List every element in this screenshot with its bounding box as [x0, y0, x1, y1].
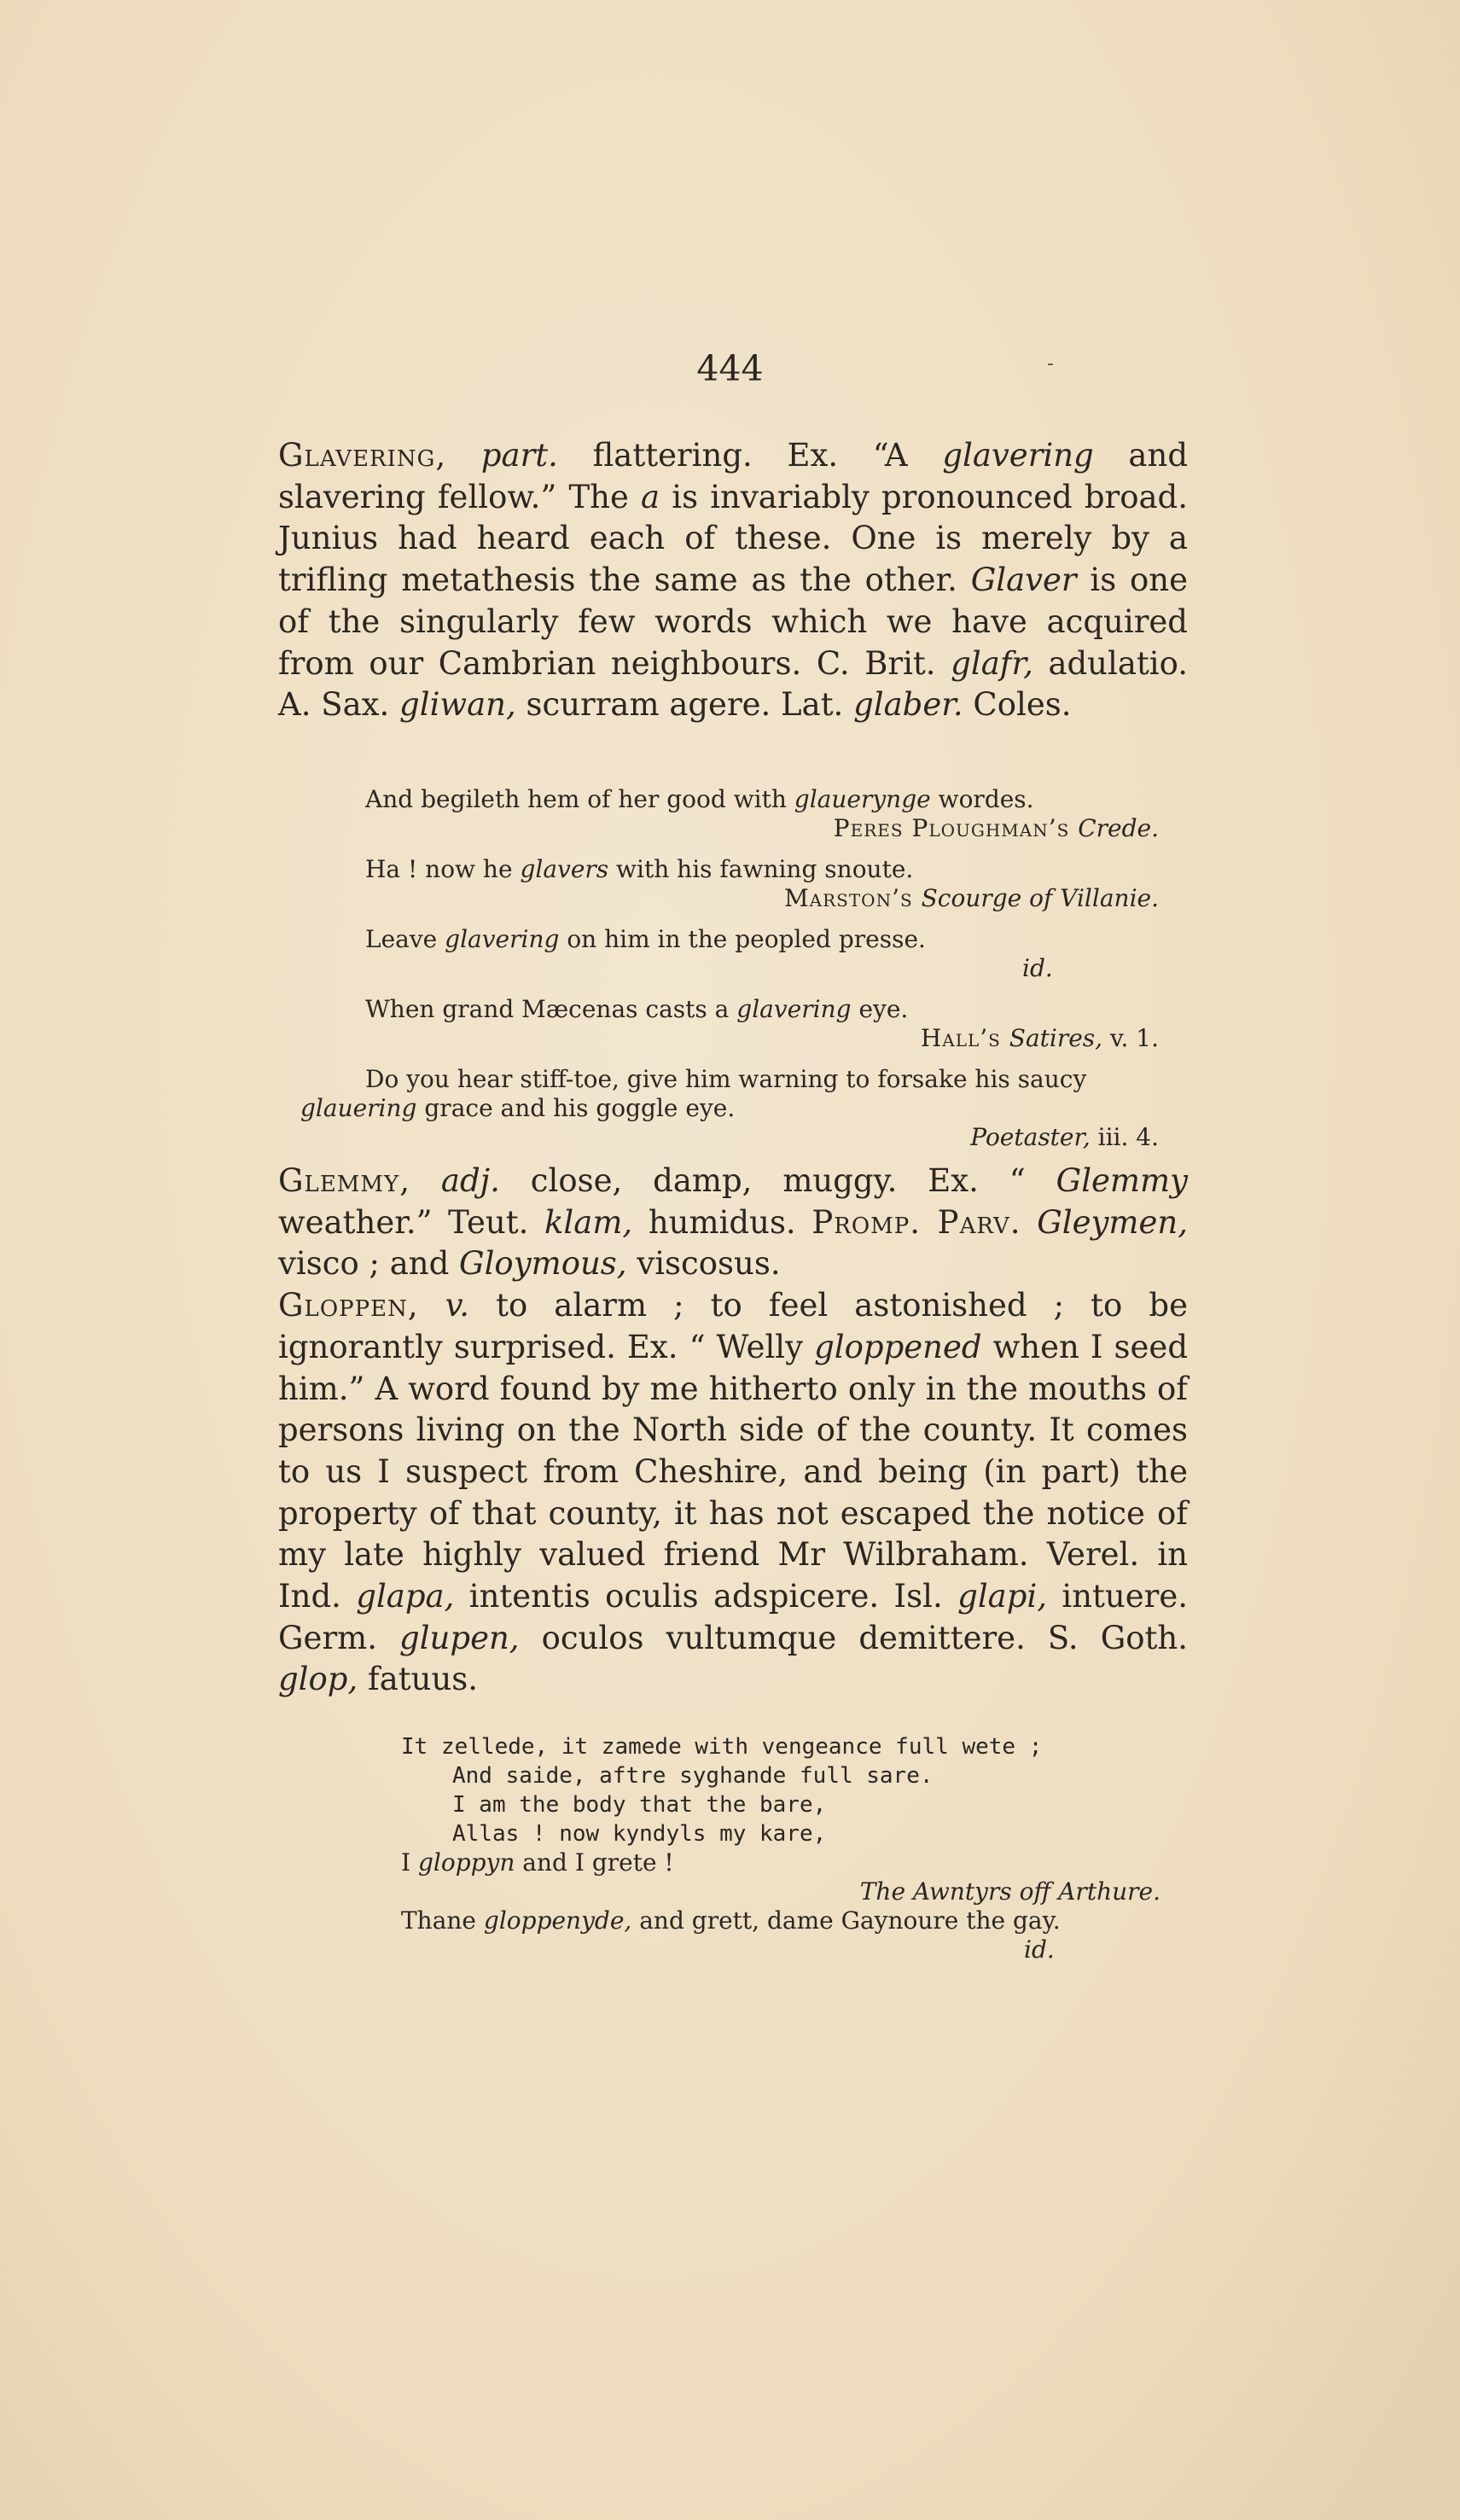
definition-text: Coles. [963, 686, 1072, 724]
quote-source: id. [1024, 1935, 1055, 1964]
quote-line: glauering grace and his goggle eye. [300, 1094, 736, 1122]
quotations-glavering [300, 785, 1167, 1152]
definition-text: and slavering fellow.” The [278, 437, 1189, 515]
verse-line: Allas ! now kyndyls my kare, [452, 1821, 827, 1847]
definition-text: flattering. Ex. “A [557, 437, 943, 474]
page-number: 444 [696, 348, 764, 389]
headword: Gloppen, [278, 1287, 419, 1324]
entry-glemmy-text: Glemmy, adj. close, damp, muggy. Ex. “ Glemmy weather.” Teut. klam, humidus. Promp. Parv. Gleymen, visco ; and Gloymous, viscosus. [278, 1162, 1188, 1283]
italic-word: gliwan, [399, 686, 516, 724]
italic-word: a [641, 478, 660, 515]
entries-glemmy-gloppen [278, 1161, 1188, 1701]
quote-source: Peres Ploughman’s Crede. [833, 814, 1159, 842]
italic-word: glavering [942, 437, 1094, 474]
quotations-gloppen [401, 1732, 1169, 1964]
definition-text: is one of the singularly few words which we have acquired from our Cambrian neighbours. C. Brit. [278, 562, 1188, 682]
italic-word: glafr, [951, 644, 1033, 682]
quote-source: The Awntyrs off Arthure. [859, 1877, 1160, 1906]
quote-line: And begileth hem of her good with glauerynge wordes. [365, 785, 1034, 813]
verse-line: And saide, aftre syghande full sare. [452, 1763, 934, 1789]
verse-line: Thane gloppenyde, and grett, dame Gaynoure the gay. [401, 1906, 1061, 1935]
page-mark [1048, 364, 1053, 365]
entry-glavering [278, 435, 1188, 726]
definition-text: scurram agere. Lat. [515, 686, 854, 724]
definition-text: is invariably pronounced broad. Junius had heard each of these. One is merely by a trifling metathesis the same as the other. [278, 478, 1188, 599]
definition-text: adulatio. A. Sax. [278, 644, 1188, 724]
quote-line: Leave glavering on him in the peopled presse. [365, 925, 926, 953]
quote-source: Marston’s Scourge of Villanie. [783, 884, 1159, 912]
quote-source: id. [1022, 954, 1053, 982]
quote-line: Do you hear stiff-toe, give him warning to forsake his saucy [365, 1065, 1087, 1093]
italic-word: Glaver [970, 562, 1077, 599]
part-of-speech: part. [480, 437, 558, 474]
part-of-speech: v. [445, 1287, 469, 1324]
quote-line: When grand Mæcenas casts a glavering eye. [365, 995, 909, 1023]
verse-line: I gloppyn and I grete ! [401, 1848, 674, 1877]
headword: Glemmy, [278, 1162, 410, 1199]
italic-word: glaber. [853, 686, 963, 724]
entry-glavering-text [278, 435, 1188, 726]
verse-line: I am the body that the bare, [452, 1792, 827, 1818]
verse-line: It zellede, it zamede with vengeance full wete ; [401, 1734, 1043, 1760]
headword: Glavering, [278, 437, 447, 474]
part-of-speech: adj. [440, 1162, 500, 1199]
quote-source: Poetaster, iii. 4. [970, 1123, 1159, 1151]
entry-gloppen-text: Gloppen, v. to alarm ; to feel astonished ; to be ignorantly surprised. Ex. “ Welly gloppened when I seed him.” A word found by me hitherto only in the mouths of persons living on the North side of the county. It comes to us I suspect from Cheshire, and being (in part) the property of that county, it has not escaped the notice of my late highly valued friend Mr Wilbraham. Verel. in Ind. glapa, intentis oculis adspicere. Isl. glapi, intuere. Germ. glupen, oculos vultumque demittere. S. Goth. glop, fatuus. [278, 1287, 1189, 1698]
quote-line: Ha ! now he glavers with his fawning snoute. [365, 855, 914, 883]
quote-source: Hall’s Satires, v. 1. [920, 1024, 1159, 1052]
